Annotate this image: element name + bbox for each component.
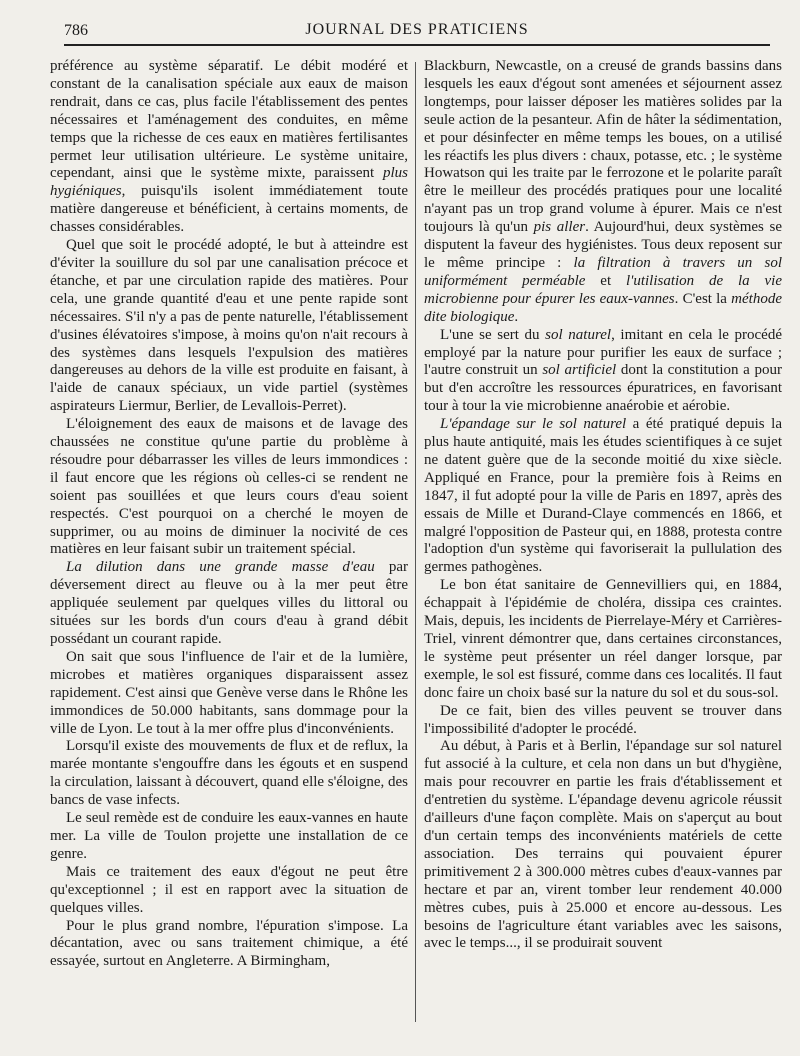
paragraph: Quel que soit le procédé adopté, le but à atteindre est d'éviter la souillure du sol par une canalisation précoce et étanche, et par une circulation rapide des matières. Pour cela, une grande quantité d'eau et une pente rapide sont nécessaires. S'il n'y a pas de pente naturelle, l'établissement d'usines élévatoires s'impose, à moins qu'on n'ait recours à des systèmes dans lesquels l'expulsion des matières dangereuses au dehors de la ville est produite en faisant, à l'aide de canaux spéciaux, un vide partiel (systèmes aspirateurs Liermur, Berlier, de Levallois-Perret). <box>50 237 408 415</box>
paragraph: préférence au système séparatif. Le débit modéré et constant de la canalisation spéciale aux eaux de maison rendrait, dans ce cas, plus facile l'établissement des pentes nécessaires et l'aménagement des conduites, en même temps que la richesse de ces eaux en matières fertilisantes permet leur utilisation ultérieure. Le système unitaire, cependant, ainsi que le système mixte, paraissent plus hygiéniques, puisqu'ils isolent immédiatement toute matière dangereuse et bénéficient, à certains moments, de chasses considérables. <box>50 58 408 236</box>
paragraph: La dilution dans une grande masse d'eau par déversement direct au fleuve ou à la mer peut être appliquée seulement par quelques villes du littoral ou situées sur les bords d'un cours d'eau à grand débit possédant un courant rapide. <box>50 559 408 647</box>
paragraph: L'une se sert du sol naturel, imitant en cela le procédé employé par la nature pour purifier les eaux de surface ; l'autre construit un sol artificiel dont la constitution a pour but d'en accroître les ressources épuratrices, en favorisant tour à tour la vie microbienne anaérobie et aérobie. <box>424 326 782 415</box>
paragraph: L'épandage sur le sol naturel a été pratiqué depuis la plus haute antiquité, mais les études scientifiques à ce sujet ne datent guère que de la seconde moitié du xixe siècle. Appliqué en France, pour la première fois à Reims en 1847, il fut adopté pour la ville de Paris en 1897, après des essais de Mille et Durand-Claye commencés en 1866, et malgré l'opposition de Pasteur qui, en 1888, protesta contre l'adoption d'un système qui favoriserait la pullulation des germes pathogènes. <box>424 416 782 576</box>
column-divider <box>415 62 416 1022</box>
paragraph: L'éloignement des eaux de maisons et de lavage des chaussées ne constitue qu'une partie du problème à résoudre pour débarrasser les villes de leurs immondices : il faut encore que les régions où celles-ci se rendent ne soient pas souillées et que leurs cours d'eau soient respectés. C'est pourquoi on a cherché le moyen de supprimer, ou au moins de diminuer la nocivité de ces matières en leur faisant subir un traitement spécial. <box>50 416 408 558</box>
journal-title: JOURNAL DES PRATICIENS <box>305 21 529 38</box>
paragraph: Mais ce traitement des eaux d'égout ne peut être qu'exceptionnel ; il est en rapport avec la situation de quelques villes. <box>50 863 408 916</box>
paragraph: Lorsqu'il existe des mouvements de flux et de reflux, la marée montante s'engouffre dans les égouts et en suspend la circulation, laissant à découvert, quand elle s'éloigne, des bancs de vase infects. <box>50 738 408 809</box>
paragraph: On sait que sous l'influence de l'air et de la lumière, microbes et matières organiques disparaissent assez rapidement. C'est ainsi que Genève verse dans le Rhône les immondices de 50.000 habitants, sans dommage pour la ville de Lyon. Le tout à la mer offre plus d'inconvénients. <box>50 648 408 737</box>
paragraph: Le bon état sanitaire de Gennevilliers qui, en 1884, échappait à l'épidémie de choléra, dissipa ces craintes. Mais, depuis, les incidents de Pierrelaye-Méry et Carrières-Triel, vinrent démontrer que, dans certaines circonstances, le système peut présenter un réel danger lorsque, par exemple, le sol est fissuré, comme dans ces localités. Il faut donc faire un choix basé sur la nature du sol et du sous-sol. <box>424 577 782 701</box>
page-number: 786 <box>64 22 88 39</box>
paragraph: Au début, à Paris et à Berlin, l'épandage sur sol naturel fut associé à la culture, et cela non dans un but d'hygiène, mais pour recouvrer en partie les frais d'établissement et d'entretien du système. L'épandage devenu agricole réussit d'ailleurs d'une façon complète. Mais on s'aperçut au bout d'un certain temps des inconvénients matériels de cette association. Des terrains qui pouvaient épurer primitivement 2 à 300.000 mètres cubes d'eaux-vannes par hectare et par an, virent tomber leur rendement 40.000 mètres cubes, puis à 25.000 et encore au-dessous. Les besoins de l'agriculture étant variables avec les saisons, avec le temps..., il se produirait souvent <box>424 738 782 952</box>
paragraph: Blackburn, Newcastle, on a creusé de grands bassins dans lesquels les eaux d'égout sont amenées et séjournent assez longtemps, pour laisser déposer les matières solides par la seule action de la pesanteur. Afin de hâter la sédimentation, et pour désinfecter en même temps les boues, on a utilisé les réactifs les plus divers : chaux, potasse, etc. ; le système Howatson qui les traite par le ferrozone et le polarite paraît être le meilleur des procédés pratiques pour une localité n'ayant pas un trop grand volume à épurer. Mais ce n'est toujours là qu'un pis aller. Aujourd'hui, deux systèmes se disputent la faveur des hygiénistes. Tous deux reposent sur le même principe : la filtration à travers un sol uniformément perméable et l'utilisation de la vie microbienne pour épurer les eaux-vannes. C'est la méthode dite biologique. <box>424 58 782 325</box>
paragraph: Le seul remède est de conduire les eaux-vannes en haute mer. La ville de Toulon projette une installation de ce genre. <box>50 810 408 862</box>
page-header <box>64 20 770 46</box>
paragraph: De ce fait, bien des villes peuvent se trouver dans l'impossibilité d'adopter le procédé. <box>424 702 782 737</box>
paragraph: Pour le plus grand nombre, l'épuration s'impose. La décantation, avec ou sans traitement chimique, a été essayée, surtout en Angleterre. A Birmingham, <box>50 917 408 970</box>
left-column <box>50 58 408 971</box>
right-column <box>424 58 782 953</box>
